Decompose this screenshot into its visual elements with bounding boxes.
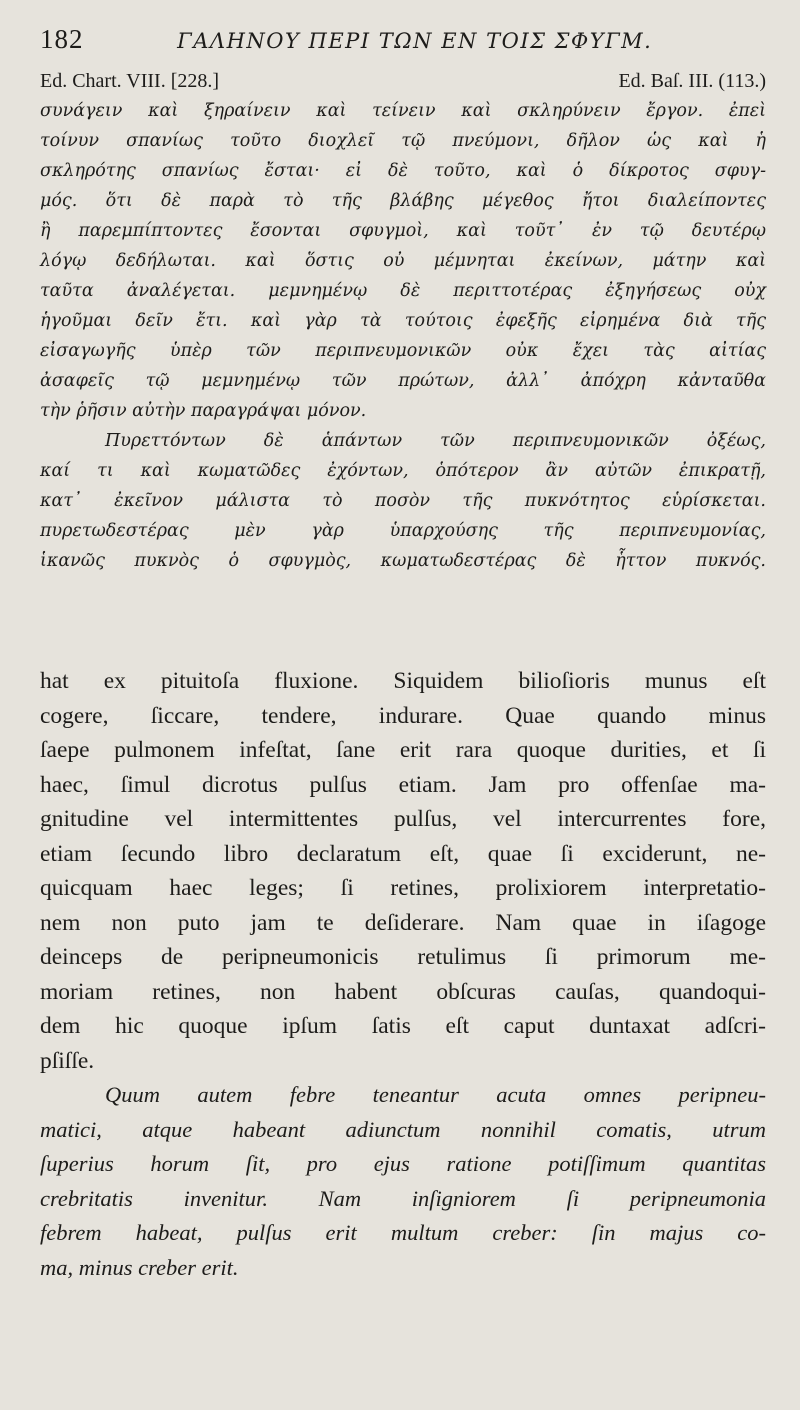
text-line: ἀσαφεῖς τῷ μεμνημένῳ τῶν πρώτων, ἀλλ᾽ ἀπόχρη κἀνταῦθα (40, 371, 766, 391)
greek-text (40, 96, 766, 576)
text-line: σκληρότης σπανίως ἔσται· εἰ δὲ τοῦτο, καὶ ὁ δίκροτος σφυγ- (40, 161, 766, 181)
text-line: Quum autem febre teneantur acuta omnes peripneu- (105, 1082, 766, 1107)
text-line: crebritatis invenitur. Nam inſigniorem ſi peripneumonia (40, 1185, 766, 1211)
latin-quotation (40, 1078, 766, 1285)
running-title: ΓΑΛΗΝΟΥ ΠΕΡΙ ΤΩΝ ΕΝ ΤΟΙΣ ΣΦΥΓΜ. (177, 29, 653, 53)
text-line: ἢ παρεμπίπτοντες ἔσονται σφυγμοὶ, καὶ τοῦτ᾽ ἐν τῷ δευτέρῳ (40, 221, 766, 241)
greek-paragraph (40, 96, 766, 426)
text-line: etiam ſecundo libro declaratum eſt, quae ſi exciderunt, ne- (40, 840, 766, 867)
text-line: moriam retines, non habent obſcuras cauſas, quandoqui- (40, 978, 766, 1005)
text-line: quicquam haec leges; ſi retines, prolixiorem interpretatio- (40, 875, 766, 901)
text-line: ταῦτα ἀναλέγεται. μεμνημένῳ δὲ περιττοτέρας ἐξηγήσεως οὐχ (40, 281, 766, 301)
edition-references (40, 68, 766, 94)
latin-paragraph (40, 664, 766, 1078)
text-line: febrem habeat, pulſus erit multum creber: ſin majus co- (40, 1220, 766, 1245)
edition-left: Ed. Chart. VIII. [228.] (40, 70, 220, 92)
page-number: 182 (40, 24, 84, 54)
text-line: gnitudine vel intermittentes pulſus, vel intercurrentes fore, (40, 806, 766, 832)
text-line: καί τι καὶ κωματῶδες ἐχόντων, ὁπότερον ἂν αὐτῶν ἐπικρατῇ, (40, 461, 766, 481)
greek-quotation (40, 426, 766, 576)
text-line: haec, ſimul dicrotus pulſus etiam. Jam pro offenſae ma- (40, 771, 766, 798)
column-gap (40, 576, 766, 664)
text-line: hat ex pituitoſa fluxione. Siquidem bilioſioris munus eſt (40, 668, 766, 694)
text-line: deinceps de peripneumonicis retulimus ſi primorum me- (40, 944, 766, 970)
text-line: ſaepe pulmonem infeſtat, ſane erit rara quoque durities, et ſi (40, 737, 766, 763)
text-line: ma, minus creber erit. (40, 1254, 239, 1280)
text-line: πυρετωδεστέρας μὲν γὰρ ὑπαρχούσης τῆς περιπνευμονίας, (40, 521, 766, 541)
text-line: ἡγοῦμαι δεῖν ἔτι. καὶ γὰρ τὰ τούτοις ἐφεξῆς εἰρημένα διὰ τῆς (40, 311, 766, 331)
text-line: cogere, ſiccare, tendere, indurare. Quae quando minus (40, 702, 766, 729)
text-line: pſiſſe. (40, 1047, 95, 1074)
text-line: τοίνυν σπανίως τοῦτο διοχλεῖ τῷ πνεύμονι, δῆλον ὡς καὶ ἡ (40, 131, 766, 151)
text-line: Πυρεττόντων δὲ ἁπάντων τῶν περιπνευμονικῶν ὀξέως, (105, 431, 766, 451)
text-line: συνάγειν καὶ ξηραίνειν καὶ τείνειν καὶ σκληρύνειν ἔργον. ἐπεὶ (40, 101, 766, 121)
text-line: λόγῳ δεδήλωται. καὶ ὅστις οὐ μέμνηται ἐκείνων, μάτην καὶ (40, 251, 766, 271)
text-line: ſuperius horum ſit, pro ejus ratione potiſſimum quantitas (40, 1151, 766, 1176)
text-line: ἱκανῶς πυκνὸς ὁ σφυγμὸς, κωματωδεστέρας δὲ ἧττον πυκνός. (40, 551, 766, 571)
text-line: μός. ὅτι δὲ παρὰ τὸ τῆς βλάβης μέγεθος ἤτοι διαλείποντες (40, 191, 766, 211)
text-line: nem non puto jam te deſiderare. Nam quae in iſagoge (40, 909, 766, 936)
page-header (40, 24, 766, 64)
edition-right: Ed. Baſ. III. (113.) (618, 70, 766, 92)
text-line: matici, atque habeant adiunctum nonnihil comatis, utrum (40, 1116, 766, 1142)
text-line: τὴν ῥῆσιν αὐτὴν παραγράψαι μόνον. (40, 401, 367, 421)
text-line: κατ᾽ ἐκεῖνον μάλιστα τὸ ποσὸν τῆς πυκνότητος εὑρίσκεται. (40, 491, 766, 511)
text-line: εἰσαγωγῆς ὑπὲρ τῶν περιπνευμονικῶν οὐκ ἔχει τὰς αἰτίας (40, 341, 766, 361)
text-line: dem hic quoque ipſum ſatis eſt caput duntaxat adſcri- (40, 1013, 766, 1039)
